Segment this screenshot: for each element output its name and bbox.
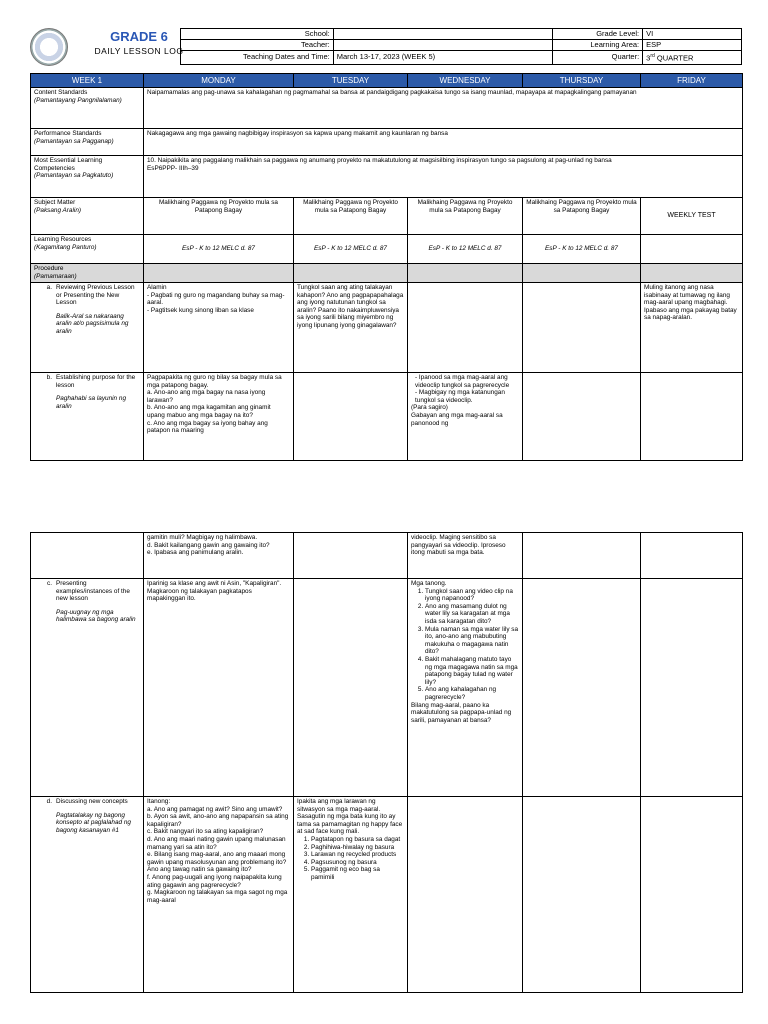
step-b-wednesday: [408, 373, 523, 461]
questions-list: [411, 588, 519, 702]
step-b-monday-cont: [144, 533, 294, 579]
header-info-table: [180, 28, 742, 65]
lesson-log-table: [30, 73, 743, 461]
step-label: Discussing new concepts: [56, 798, 128, 805]
dll-page-2: [30, 532, 742, 993]
step-c-monday: Iparinig sa klase ang awit ni Asin, "Kapaligiran". Magkaroon ng talakayan pagkatapos mapakinggan ito.: [144, 579, 294, 797]
grade-level-label: Grade Level:: [552, 29, 643, 40]
school-value: [333, 29, 552, 40]
procedure-cell: [294, 264, 408, 283]
row-label-text: Procedure: [34, 265, 64, 272]
dates-label: Teaching Dates and Time:: [181, 51, 334, 65]
teacher-label: Teacher:: [181, 40, 334, 51]
row-label: [31, 579, 144, 797]
week-header: WEEK 1: [31, 74, 144, 88]
step-label: Reviewing Previous Lesson or Presenting the New Lesson: [56, 284, 135, 307]
step-b-continued-row: [31, 533, 743, 579]
cell-line: Pagpapakita ng guro ng bilay sa bagay mula sa mga patapong bagay.: [147, 374, 282, 389]
situations-list: [297, 836, 404, 882]
cell-line: Ipakita ang mga larawan ng sitwasyon sa mga mag-aaral. Sasagutin ng mga bata kung ito ay tama sa pamamagitan ng happy face at sad face kung mali.: [297, 798, 403, 836]
row-label-sub: (Pamantayang Pangnilalaman): [34, 96, 122, 104]
cell-line: (Para sagiro): [411, 404, 448, 412]
grade-level-value: VI: [643, 29, 742, 40]
subject-thursday: Malikhaing Paggawa ng Proyekto mula sa Patapong Bagay: [523, 198, 641, 235]
step-a-friday: Muling itanong ang nasa isabinaay at tumawag ng ilang mag-aaral upang magbahagi. Ipabaso ang mga pakayag batay sa napag-aralan.: [641, 283, 743, 373]
cell-line: b. Ayon sa awit, ano-ano ang napapansin sa ating kapaligiran?: [147, 813, 289, 828]
step-number: a.: [46, 284, 52, 291]
cell-line: b. Ano-ano ang mga kagamitan ang ginamit upang mabuo ang mga bagay na ito?: [147, 404, 271, 419]
melc-competency: 10. Naipakikita ang paggalang malikhain sa paggawa ng anumang proyekto na makatutulong at magsisilbing inspirasyon tungo sa pagsulong at pag-unlad ng bansa: [147, 157, 612, 164]
row-label: [31, 88, 144, 129]
list-item: 4. Bakit mahalagang matuto tayo ng mga magagawa natin sa mga patapong bagay tulad ng water lily?: [425, 656, 519, 686]
list-item: 3. Larawan ng recycled products: [311, 851, 404, 859]
row-label-text: Performance Standards: [34, 130, 102, 137]
step-b-row: [31, 373, 743, 461]
cell-line: Gabayan ang mga mag-aaral sa panonood ng: [411, 411, 503, 427]
day-header-row: [31, 74, 743, 88]
thursday-header: THURSDAY: [523, 74, 641, 88]
step-c-friday: [641, 579, 743, 797]
list-item: 5. Paggamit ng eco bag sa pamimili: [311, 866, 404, 881]
log-title: DAILY LESSON LOG: [94, 46, 184, 56]
resource-thursday: EsP - K to 12 MELC d. 87: [523, 235, 641, 264]
row-label: [31, 264, 144, 283]
cell-line: d. Bakit kailangang gawin ang gawaing ito?: [147, 541, 270, 549]
step-a-monday: [144, 283, 294, 373]
cell-line: - Pagtitsek kung sinong liban sa klase: [147, 306, 254, 314]
step-label: Presenting examples/instances of the new lesson: [56, 580, 130, 603]
content-standards-row: [31, 88, 743, 129]
dates-value: March 13-17, 2023 (WEEK 5): [333, 51, 552, 65]
step-d-friday: [641, 797, 743, 993]
step-c-thursday: [523, 579, 641, 797]
quarter-num: 3: [646, 53, 651, 63]
step-d-thursday: [523, 797, 641, 993]
lesson-log-table-continued: [30, 532, 743, 993]
teacher-value: [333, 40, 552, 51]
row-label-sub: (Paksang Aralin): [34, 206, 82, 214]
row-label: [31, 198, 144, 235]
step-sub: Pag-uugnay ng mga halimbawa sa bagong aralin: [56, 608, 136, 624]
quarter-value: [643, 51, 742, 65]
content-standards-text: Naipamamalas ang pag-unawa sa kahalagahan ng pagmamahal sa bansa at pandaigdigang pagkakaisa tungo sa isang maunlad, mapayapa at mapagkalingang pamayanan: [144, 88, 743, 129]
quarter-label: Quarter:: [552, 51, 643, 65]
row-label: [31, 129, 144, 156]
quarter-rest: QUARTER: [654, 53, 694, 63]
deped-seal-logo: [30, 28, 68, 66]
cell-line: a. Ano-ano ang mga bagay na nasa iyong larawan?: [147, 389, 266, 404]
step-d-tuesday: [294, 797, 408, 993]
cell-line: - Ipanood sa mga mag-aaral ang videoclip tungkol sa pagrerecycle: [415, 374, 510, 389]
step-number: c.: [47, 580, 52, 587]
step-a-row: [31, 283, 743, 373]
performance-standards-text: Nakagagawa ang mga gawaing nagbibigay inspirasyon sa kapwa upang makamit ang kaunlaran ng bansa: [144, 129, 743, 156]
row-label-text: Content Standards: [34, 89, 88, 96]
cell-line: Mga tanong.: [411, 580, 447, 587]
school-label: School:: [181, 29, 334, 40]
row-label-sub: (Kagamitang Panturo): [34, 243, 97, 251]
learning-resources-row: [31, 235, 743, 264]
row-label-text: Learning Resources: [34, 236, 92, 243]
list-item: 1. Tungkol saan ang video clip na iyong napanood?: [425, 588, 519, 603]
learning-area-value: ESP: [643, 40, 742, 51]
tuesday-header: TUESDAY: [294, 74, 408, 88]
procedure-cell: [144, 264, 294, 283]
list-item: 5. Ano ang kahalagahan ng pagrerecycle?: [425, 686, 519, 701]
row-label: [31, 533, 144, 579]
performance-standards-row: [31, 129, 743, 156]
step-sub: Balik-Aral sa nakaraang aralin at/o pagsisimula ng aralin: [56, 312, 129, 335]
row-label: [31, 156, 144, 198]
monday-header: MONDAY: [144, 74, 294, 88]
step-a-tuesday: Tungkol saan ang ating talakayan kahapon? Ano ang pagpapapahalaga ang iyong natutunan tungkol sa aralin? Paano ito nakaimpluwensiya sa iyong sarili bilang miyembro ng iyong lipunang iyong ginagalawan?: [294, 283, 408, 373]
melc-row: [31, 156, 743, 198]
procedure-cell: [523, 264, 641, 283]
cell-line: c. Ano ang mga bagay sa iyong bahay ang patapon na maaring: [147, 419, 268, 435]
procedure-cell: [408, 264, 523, 283]
resource-tuesday: EsP - K to 12 MELC d. 87: [294, 235, 408, 264]
cell-line: e. Bilang isang mag-aaral, ano ang maaari mong gawin upang masolusyunan ang problemang ito? Ano ang tawag natin sa gawaing ito?: [147, 851, 287, 874]
list-item: 2. Ano ang masamang dulot ng water lily sa karagatan at mga isda sa karagatan dito?: [425, 603, 519, 626]
row-label-sub: (Pamantayan sa Pagkatuto): [34, 172, 114, 180]
step-sub: Paghahabi sa layunin ng aralin: [56, 395, 126, 410]
subject-wednesday: Malikhaing Paggawa ng Proyekto mula sa Patapong Bagay: [408, 198, 523, 235]
learning-area-label: Learning Area:: [552, 40, 643, 51]
cell-line: a. Ano ang pamagat ng awit? Sino ang umawit?: [147, 805, 283, 813]
step-c-wednesday: [408, 579, 523, 797]
resource-monday: EsP - K to 12 MELC d. 87: [144, 235, 294, 264]
row-label: [31, 797, 144, 993]
cell-line: d. Ano ang maari nating gawin upang malunasan mamang yari sa atin ito?: [147, 835, 286, 851]
step-b-thursday-cont: [523, 533, 641, 579]
step-b-friday-cont: [641, 533, 743, 579]
quarter-sup: rd: [650, 53, 655, 59]
cell-line: g. Magkaroon ng talakayan sa mga sagot ng mga mag-aaral: [147, 889, 288, 904]
step-c-tuesday: [294, 579, 408, 797]
cell-line: gamitin muli? Magbigay ng halimbawa.: [147, 534, 258, 541]
friday-header: FRIDAY: [641, 74, 743, 88]
cell-line: f. Anong pag-uugali ang iyong naipapakita kung ating gagawin ang pagrerecycle?: [147, 873, 282, 889]
list-item: 1. Pagtatapon ng basura sa dagat: [311, 836, 404, 844]
step-number: b.: [46, 374, 52, 381]
resource-friday: [641, 235, 743, 264]
step-a-thursday: [523, 283, 641, 373]
subject-tuesday: Malikhaing Paggawa ng Proyekto mula sa Patapong Bagay: [294, 198, 408, 235]
step-b-friday: [641, 373, 743, 461]
row-label: [31, 235, 144, 264]
cell-line: - Magbigay ng mga katanungan tungkol sa videoclip.: [415, 389, 505, 404]
dll-page-1: [30, 28, 742, 461]
list-item: 4. Pagsusunog ng basura: [311, 859, 404, 867]
step-sub: Pagtatalakay ng bagong konsepto at paglalahad ng bagong kasanayan #1: [56, 811, 131, 834]
procedure-cell: [641, 264, 743, 283]
step-label: Establishing purpose for the lesson: [56, 374, 136, 389]
row-label-sub: (Pamamaraan): [34, 272, 77, 280]
subject-monday: Malikhaing Paggawa ng Proyekto mula sa Patapong Bagay: [144, 198, 294, 235]
cell-line: c. Bakit nangyari ito sa ating kapaligiran?: [147, 828, 264, 836]
cell-line: Alamin: [147, 284, 167, 291]
cell-line: e. Ipabasa ang panimulang aralin.: [147, 549, 244, 557]
wednesday-header: WEDNESDAY: [408, 74, 523, 88]
step-d-row: [31, 797, 743, 993]
melc-code: EsP6PPP- IIIh–39: [147, 164, 199, 172]
step-b-thursday: [523, 373, 641, 461]
row-label-sub: (Pamantayan sa Pagganap): [34, 137, 114, 145]
document-header: [30, 28, 742, 66]
grade-title: GRADE 6: [110, 29, 168, 44]
step-b-tuesday: [294, 373, 408, 461]
subject-matter-row: [31, 198, 743, 235]
step-d-wednesday: [408, 797, 523, 993]
step-b-tuesday-cont: [294, 533, 408, 579]
row-label-text: Subject Matter: [34, 199, 76, 206]
subject-friday: WEEKLY TEST: [641, 198, 743, 235]
step-a-wednesday: [408, 283, 523, 373]
step-number: d.: [46, 798, 52, 805]
step-d-monday: [144, 797, 294, 993]
step-b-monday: [144, 373, 294, 461]
procedure-row: [31, 264, 743, 283]
resource-wednesday: EsP - K to 12 MELC d. 87: [408, 235, 523, 264]
melc-text: [144, 156, 743, 198]
row-label: [31, 373, 144, 461]
row-label: [31, 283, 144, 373]
list-item: 3. Mula naman sa mga water lily sa ito, ano-ano ang mabubuting makukuha o magagawa natin dito?: [425, 626, 519, 656]
cell-line: Bilang mag-aaral, paano ka makatutulong sa pagpapa-unlad ng sarili, pamayanan at bansa?: [411, 701, 512, 724]
row-label-text: Most Essential Learning Competencies: [34, 157, 103, 172]
cell-line: - Pagbati ng guro ng magandang buhay sa mag-aaral.: [147, 291, 285, 307]
step-b-wednesday-cont: videoclip. Maging sensitibo sa pangyayari sa videoclip. Iproseso itong mabuti sa mga bata.: [408, 533, 523, 579]
cell-line: Itanong:: [147, 798, 171, 805]
step-c-row: [31, 579, 743, 797]
list-item: 2. Paghihiwa-hiwalay ng basura: [311, 844, 404, 852]
